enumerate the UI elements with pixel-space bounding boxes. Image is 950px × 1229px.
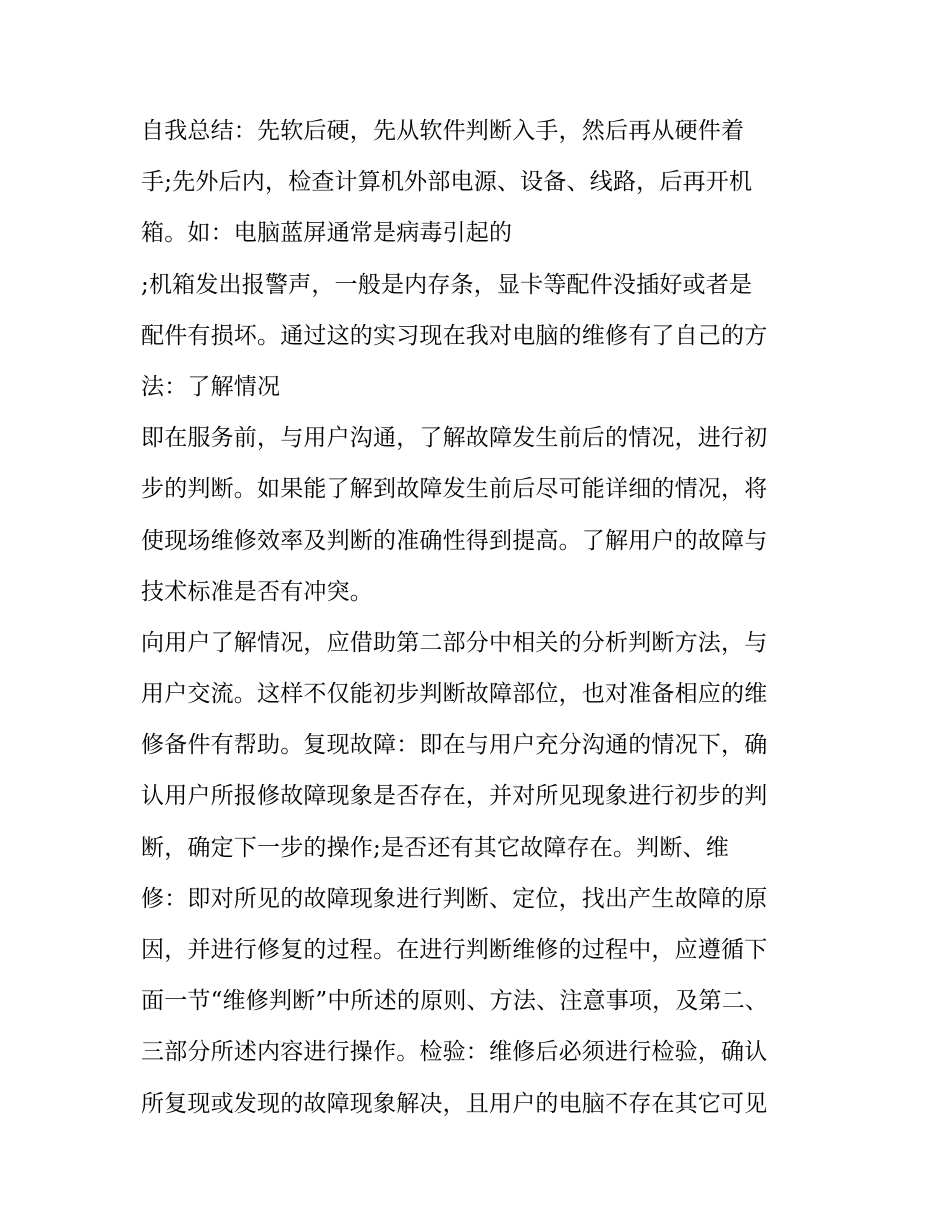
text-line: ;机箱发出报警声，一般是内存条，显卡等配件没插好或者是 [141, 271, 753, 298]
text-line: 认用户所报修故障现象是否存在，并对所见现象进行初步的判 [141, 783, 768, 810]
text-line: 修备件有帮助。复现故障：即在与用户充分沟通的情况下，确 [141, 732, 768, 759]
text-line: 使现场维修效率及判断的准确性得到提高。了解用户的故障与 [141, 527, 768, 554]
body-text [141, 112, 821, 1136]
text-line: 面一节“维修判断”中所述的原则、方法、注意事项，及第二、 [141, 988, 769, 1015]
text-line: 箱。如：电脑蓝屏通常是病毒引起的 [141, 220, 513, 247]
text-line: 断，确定下一步的操作;是否还有其它故障存在。判断、维 [141, 834, 729, 861]
text-line: 手;先外后内，检查计算机外部电源、设备、线路，后再开机 [141, 169, 753, 196]
text-line: 配件有损坏。通过这的实习现在我对电脑的维修有了自己的方 [141, 322, 768, 349]
text-line: 三部分所述内容进行操作。检验：维修后必须进行检验，确认 [141, 1039, 768, 1066]
text-line: 步的判断。如果能了解到故障发生前后尽可能详细的情况，将 [141, 476, 768, 503]
text-line: 修：即对所见的故障现象进行判断、定位，找出产生故障的原 [141, 885, 768, 912]
text-line: 即在服务前，与用户沟通，了解故障发生前后的情况，进行初 [141, 425, 768, 452]
text-line: 所复现或发现的故障现象解决，且用户的电脑不存在其它可见 [141, 1090, 768, 1117]
text-line: 技术标准是否有冲突。 [141, 578, 373, 605]
text-line: 法：了解情况 [141, 373, 281, 400]
text-line: 因，并进行修复的过程。在进行判断维修的过程中，应遵循下 [141, 937, 768, 963]
text-line: 自我总结：先软后硬，先从软件判断入手，然后再从硬件着 [141, 118, 745, 144]
text-line: 用户交流。这样不仅能初步判断故障部位，也对准备相应的维 [141, 681, 768, 708]
text-line: 向用户了解情况，应借助第二部分中相关的分析判断方法，与 [141, 629, 768, 656]
